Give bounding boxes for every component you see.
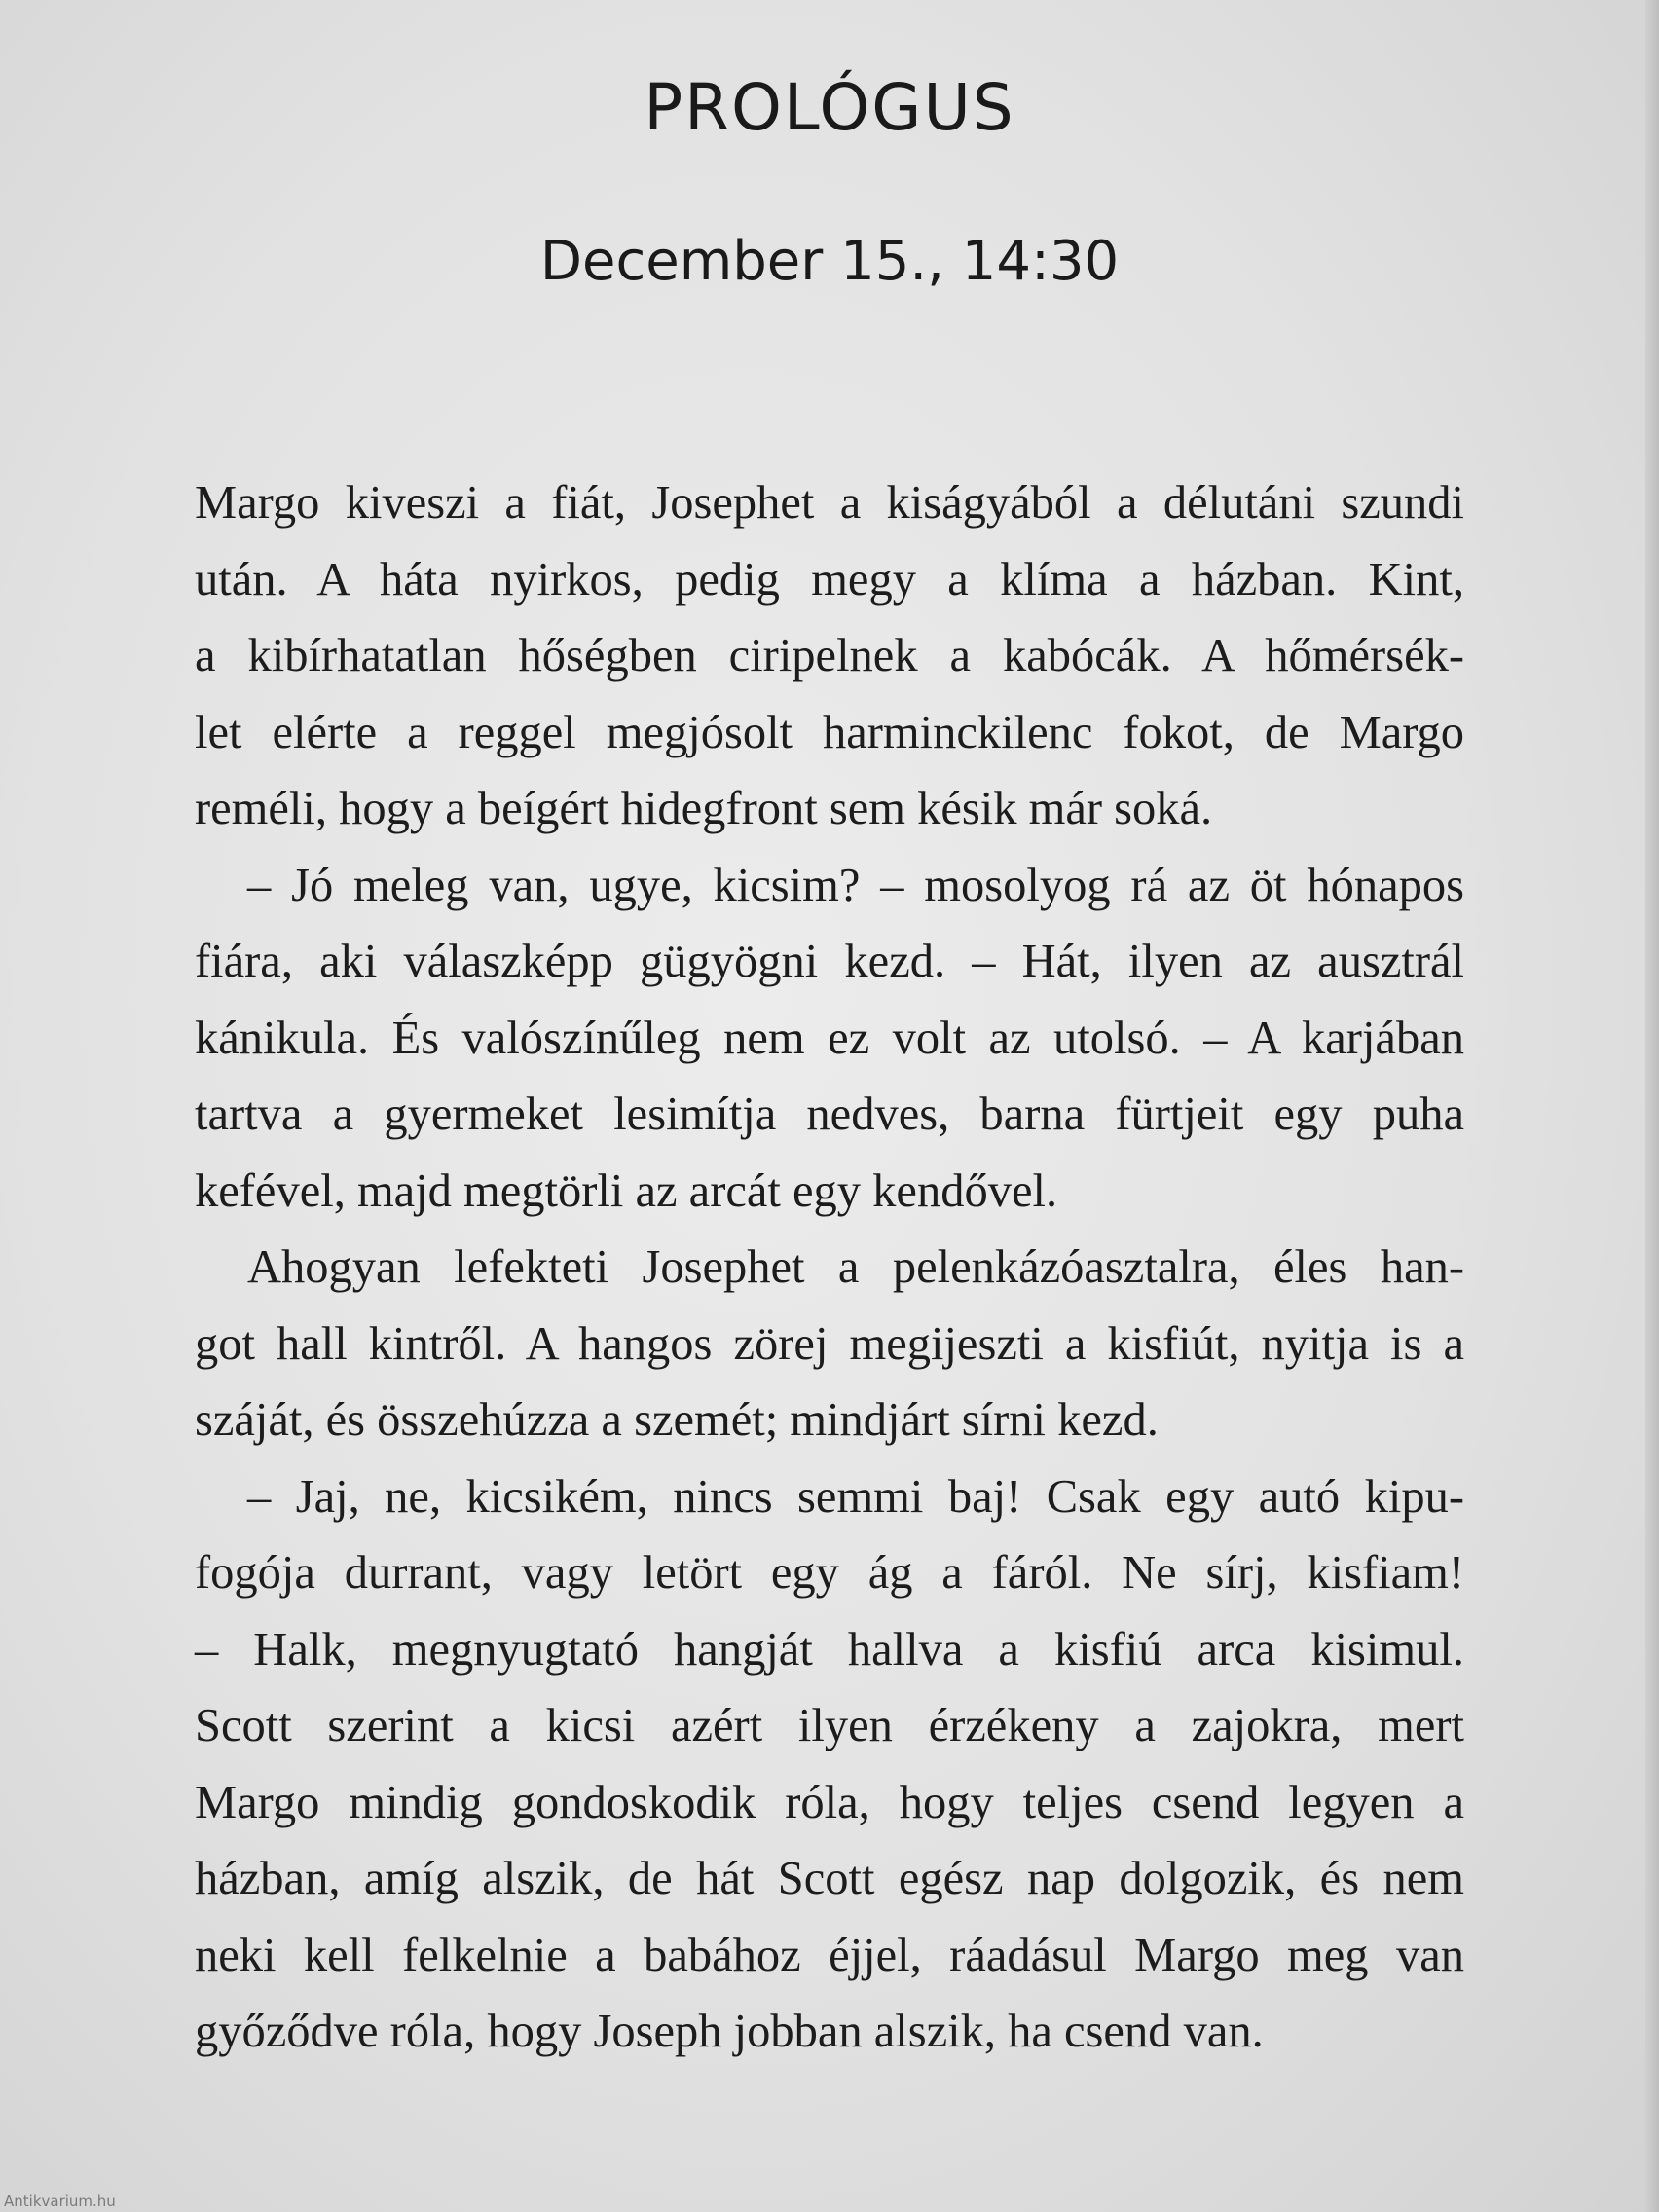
text-line: got hall kintről. A hangos zörej megijeszti a kisfiút, nyitja is a	[195, 1317, 1464, 1370]
text-line: száját, és összehúzza a szemét; mindjárt sírni kezd.	[195, 1394, 1159, 1446]
text-line: fogója durrant, vagy letört egy ág a fáról. Ne sírj, kisfiam!	[195, 1547, 1464, 1599]
text-line: után. A háta nyirkos, pedig megy a klíma a házban. Kint,	[195, 553, 1464, 606]
text-line: – Halk, megnyugtató hangját hallva a kisfiú arca kisimul.	[195, 1623, 1464, 1676]
text-line: fiára, aki válaszképp gügyögni kezd. – Hát, ilyen az ausztrál	[195, 936, 1464, 987]
text-line: neki kell felkelnie a babához éjjel, ráadásul Margo meg van	[195, 1929, 1464, 1981]
text-line: kánikula. És valószínűleg nem ez volt az utolsó. – A karjában	[195, 1012, 1464, 1064]
page-edge	[1645, 0, 1659, 2212]
chapter-date: December 15., 14:30	[539, 230, 1120, 293]
text-line: let elérte a reggel megjósolt harminckilenc fokot, de Margo	[195, 706, 1464, 758]
text-line: reméli, hogy a beígért hidegfront sem késik már soká.	[195, 783, 1213, 834]
text-line: – Jó meleg van, ugye, kicsim? – mosolyog rá az öt hónapos	[247, 859, 1464, 911]
text-line: a kibírhatatlan hőségben ciripelnek a kabócák. A hőmérsék-	[195, 630, 1464, 682]
chapter-title: PROLÓGUS	[644, 70, 1015, 145]
text-line: győződve róla, hogy Joseph jobban alszik, ha csend van.	[195, 2006, 1264, 2057]
text-line: Margo kiveszi a fiát, Josephet a kiságyából a délutáni szundi	[195, 477, 1464, 529]
text-line: kefével, majd megtörli az arcát egy kendővel.	[195, 1164, 1058, 1217]
text-line: Scott szerint a kicsi azért ilyen érzékeny a zajokra, mert	[195, 1700, 1464, 1751]
text-line: tartva a gyermeket lesimítja nedves, barna fürtjeit egy puha	[195, 1088, 1464, 1140]
body-text	[195, 465, 1464, 2071]
watermark: Antikvarium.hu	[4, 2193, 116, 2210]
text-line: Ahogyan lefekteti Josephet a pelenkázóasztalra, éles han-	[247, 1241, 1464, 1293]
text-line: – Jaj, ne, kicsikém, nincs semmi baj! Csak egy autó kipu-	[247, 1470, 1464, 1523]
text-line: Margo mindig gondoskodik róla, hogy teljes csend legyen a	[195, 1776, 1464, 1828]
text-line: házban, amíg alszik, de hát Scott egész nap dolgozik, és nem	[195, 1853, 1464, 1904]
